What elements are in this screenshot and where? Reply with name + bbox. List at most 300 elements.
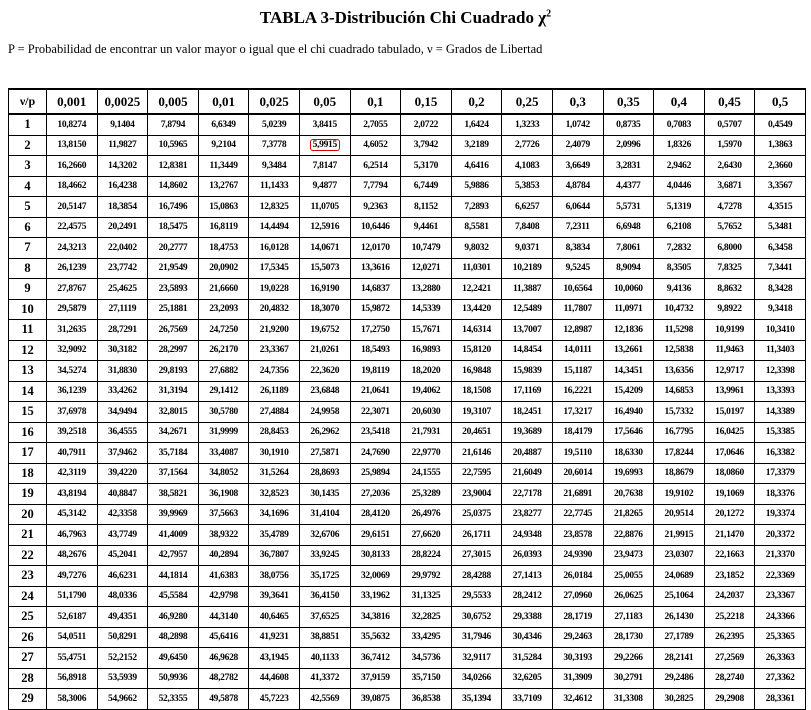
table-cell: 11,3403 [755, 340, 806, 361]
table-cell: 27,1183 [603, 607, 654, 628]
table-cell: 3,3567 [755, 176, 806, 197]
table-cell: 5,5731 [603, 197, 654, 218]
table-cell: 32,6706 [299, 525, 350, 546]
row-degrees-of-freedom: 2 [9, 135, 47, 156]
table-cell: 11,0971 [603, 299, 654, 320]
table-cell: 5,3170 [401, 156, 452, 177]
table-row [9, 258, 806, 279]
table-cell: 38,0756 [249, 566, 300, 587]
table-cell: 12,2421 [451, 279, 502, 300]
table-row [9, 422, 806, 443]
table-cell: 23,8578 [552, 525, 603, 546]
table-cell: 4,4377 [603, 176, 654, 197]
table-cell: 35,7184 [148, 443, 199, 464]
table-cell: 17,1169 [502, 381, 553, 402]
table-cell: 26,4976 [401, 504, 452, 525]
row-degrees-of-freedom: 3 [9, 156, 47, 177]
table-cell: 36,1908 [198, 484, 249, 505]
table-cell: 16,7795 [654, 422, 705, 443]
column-header: 0,25 [502, 89, 553, 114]
table-row [9, 545, 806, 566]
table-cell: 52,2152 [97, 648, 148, 669]
table-cell: 48,2676 [47, 545, 98, 566]
table-cell: 10,9199 [704, 320, 755, 341]
table-cell: 23,8277 [502, 504, 553, 525]
table-row [9, 320, 806, 341]
table-cell: 1,3233 [502, 114, 553, 135]
table-cell: 8,3505 [654, 258, 705, 279]
column-header: 0,5 [755, 89, 806, 114]
table-cell: 5,9886 [451, 176, 502, 197]
table-cell: 11,3887 [502, 279, 553, 300]
table-cell: 28,1719 [552, 607, 603, 628]
table-cell: 43,7749 [97, 525, 148, 546]
table-cell: 25,9894 [350, 463, 401, 484]
table-cell: 49,4351 [97, 607, 148, 628]
table-cell: 21,6049 [502, 463, 553, 484]
table-cell: 27,2036 [350, 484, 401, 505]
table-row [9, 566, 806, 587]
table-cell: 10,2189 [502, 258, 553, 279]
table-row [9, 197, 806, 218]
table-cell: 17,8244 [654, 443, 705, 464]
table-cell: 33,4262 [97, 381, 148, 402]
table-cell: 13,6356 [654, 361, 705, 382]
table-cell: 27,3362 [755, 668, 806, 689]
table-cell: 29,3388 [502, 607, 553, 628]
corner-label: ν/p [9, 89, 47, 114]
table-cell: 16,2221 [552, 381, 603, 402]
table-cell: 19,4062 [401, 381, 452, 402]
table-cell: 25,0375 [451, 504, 502, 525]
table-cell: 25,4625 [97, 279, 148, 300]
table-cell: 6,2108 [654, 217, 705, 238]
table-cell: 4,6052 [350, 135, 401, 156]
table-cell: 5,3481 [755, 217, 806, 238]
table-row [9, 361, 806, 382]
table-cell: 13,9961 [704, 381, 755, 402]
table-row [9, 402, 806, 423]
table-cell: 0,5707 [704, 114, 755, 135]
table-cell: 42,5569 [299, 689, 350, 710]
table-cell: 12,0170 [350, 238, 401, 259]
table-cell: 10,3410 [755, 320, 806, 341]
table-cell: 19,0228 [249, 279, 300, 300]
table-cell: 0,8735 [603, 114, 654, 135]
table-cell: 7,3778 [249, 135, 300, 156]
table-cell: 14,0671 [299, 238, 350, 259]
row-degrees-of-freedom: 1 [9, 114, 47, 135]
table-cell: 36,8538 [401, 689, 452, 710]
table-cell: 9,3418 [755, 299, 806, 320]
table-cell: 45,2041 [97, 545, 148, 566]
table-cell: 56,8918 [47, 668, 98, 689]
table-cell: 52,3355 [148, 689, 199, 710]
table-cell: 12,8325 [249, 197, 300, 218]
table-cell: 17,5646 [603, 422, 654, 443]
table-cell: 27,1413 [502, 566, 553, 587]
table-row [9, 484, 806, 505]
table-cell: 31,9999 [198, 422, 249, 443]
table-cell: 42,9798 [198, 586, 249, 607]
table-cell: 54,0511 [47, 627, 98, 648]
table-cell: 8,8632 [704, 279, 755, 300]
table-cell: 14,6314 [451, 320, 502, 341]
table-cell: 30,5780 [198, 402, 249, 423]
table-cell: 25,3289 [401, 484, 452, 505]
table-cell: 36,4150 [299, 586, 350, 607]
table-cell: 15,9872 [350, 299, 401, 320]
table-cell: 9,3484 [249, 156, 300, 177]
table-cell: 46,6231 [97, 566, 148, 587]
table-cell: 44,1814 [148, 566, 199, 587]
table-cell: 34,0266 [451, 668, 502, 689]
table-cell: 23,7742 [97, 258, 148, 279]
table-cell: 27,0960 [552, 586, 603, 607]
table-cell: 29,5879 [47, 299, 98, 320]
table-cell: 35,1725 [299, 566, 350, 587]
table-cell: 26,7569 [148, 320, 199, 341]
table-cell: 14,6837 [350, 279, 401, 300]
table-cell: 20,7638 [603, 484, 654, 505]
table-cell: 27,6882 [198, 361, 249, 382]
table-cell: 28,4120 [350, 504, 401, 525]
table-cell: 7,8408 [502, 217, 553, 238]
table-cell: 54,9662 [97, 689, 148, 710]
table-cell: 40,8847 [97, 484, 148, 505]
table-cell: 30,8133 [350, 545, 401, 566]
table-cell: 41,9231 [249, 627, 300, 648]
table-cell: 18,1508 [451, 381, 502, 402]
table-cell: 28,3361 [755, 689, 806, 710]
row-degrees-of-freedom: 25 [9, 607, 47, 628]
table-cell: 9,8922 [704, 299, 755, 320]
table-cell: 20,0902 [198, 258, 249, 279]
table-row [9, 135, 806, 156]
row-degrees-of-freedom: 28 [9, 668, 47, 689]
table-cell: 37,6525 [299, 607, 350, 628]
table-cell: 5,7652 [704, 217, 755, 238]
table-row [9, 648, 806, 669]
table-cell: 4,1083 [502, 156, 553, 177]
table-cell: 14,8454 [502, 340, 553, 361]
table-cell: 40,7911 [47, 443, 98, 464]
row-degrees-of-freedom: 29 [9, 689, 47, 710]
table-cell: 2,7055 [350, 114, 401, 135]
table-cell: 6,0644 [552, 197, 603, 218]
table-cell: 46,7963 [47, 525, 98, 546]
table-cell: 11,5298 [654, 320, 705, 341]
table-cell: 24,1555 [401, 463, 452, 484]
table-cell: 22,3071 [350, 402, 401, 423]
table-cell: 40,2894 [198, 545, 249, 566]
table-cell: 10,6564 [552, 279, 603, 300]
column-header: 0,01 [198, 89, 249, 114]
table-cell: 12,3398 [755, 361, 806, 382]
table-cell: 2,9462 [654, 156, 705, 177]
column-header: 0,001 [47, 89, 98, 114]
table-cell: 24,2037 [704, 586, 755, 607]
table-cell: 14,8602 [148, 176, 199, 197]
table-cell: 9,8032 [451, 238, 502, 259]
table-cell: 36,4555 [97, 422, 148, 443]
table-cell: 43,8194 [47, 484, 98, 505]
table-cell: 2,7726 [502, 135, 553, 156]
row-degrees-of-freedom: 27 [9, 648, 47, 669]
table-cell: 39,3641 [249, 586, 300, 607]
table-cell: 14,6853 [654, 381, 705, 402]
table-cell: 25,1881 [148, 299, 199, 320]
table-cell: 29,1412 [198, 381, 249, 402]
table-cell: 9,2363 [350, 197, 401, 218]
table-cell: 18,4753 [198, 238, 249, 259]
table-cell: 28,2997 [148, 340, 199, 361]
page-title [0, 8, 811, 28]
row-degrees-of-freedom: 14 [9, 381, 47, 402]
row-degrees-of-freedom: 20 [9, 504, 47, 525]
table-cell: 29,9792 [401, 566, 452, 587]
table-cell: 31,2635 [47, 320, 98, 341]
table-cell: 16,9190 [299, 279, 350, 300]
table-cell: 15,7332 [654, 402, 705, 423]
table-cell: 29,2908 [704, 689, 755, 710]
table-cell: 2,0722 [401, 114, 452, 135]
table-row [9, 156, 806, 177]
table-cell: 20,2491 [97, 217, 148, 238]
row-degrees-of-freedom: 5 [9, 197, 47, 218]
table-cell: 43,1945 [249, 648, 300, 669]
table-cell: 50,9936 [148, 668, 199, 689]
table-cell: 26,0625 [603, 586, 654, 607]
table-cell: 31,5284 [502, 648, 553, 669]
row-degrees-of-freedom: 12 [9, 340, 47, 361]
table-cell: 18,6330 [603, 443, 654, 464]
table-cell: 24,9348 [502, 525, 553, 546]
column-header: 0,05 [299, 89, 350, 114]
column-header: 0,005 [148, 89, 199, 114]
table-cell: 30,2825 [654, 689, 705, 710]
table-cell: 10,8274 [47, 114, 98, 135]
table-cell: 40,6465 [249, 607, 300, 628]
table-cell: 14,3202 [97, 156, 148, 177]
table-cell: 23,3367 [755, 586, 806, 607]
table-cell: 22,8876 [603, 525, 654, 546]
row-degrees-of-freedom: 18 [9, 463, 47, 484]
table-cell: 26,2170 [198, 340, 249, 361]
table-cell: 30,4346 [502, 627, 553, 648]
table-cell: 35,1394 [451, 689, 502, 710]
table-cell: 17,3217 [552, 402, 603, 423]
table-cell: 8,3428 [755, 279, 806, 300]
table-cell: 16,4940 [603, 402, 654, 423]
table-cell: 8,3834 [552, 238, 603, 259]
table-cell: 48,2782 [198, 668, 249, 689]
table-cell: 16,3382 [755, 443, 806, 464]
table-cell: 35,7150 [401, 668, 452, 689]
table-cell: 6,2514 [350, 156, 401, 177]
table-cell: 16,4238 [97, 176, 148, 197]
table-cell: 37,1564 [148, 463, 199, 484]
table-cell: 22,3620 [299, 361, 350, 382]
table-cell: 32,8523 [249, 484, 300, 505]
table-cell: 25,1064 [654, 586, 705, 607]
table-cell: 40,1133 [299, 648, 350, 669]
column-header: 0,2 [451, 89, 502, 114]
table-cell: 15,3385 [755, 422, 806, 443]
table-cell: 31,8830 [97, 361, 148, 382]
table-cell: 18,8679 [654, 463, 705, 484]
row-degrees-of-freedom: 15 [9, 402, 47, 423]
table-cell: 52,6187 [47, 607, 98, 628]
table-row [9, 586, 806, 607]
table-cell: 1,0742 [552, 114, 603, 135]
table-cell: 11,3449 [198, 156, 249, 177]
table-cell: 45,7223 [249, 689, 300, 710]
table-cell: 49,6450 [148, 648, 199, 669]
table-cell: 48,2898 [148, 627, 199, 648]
table-body [9, 114, 806, 709]
table-cell: 23,6848 [299, 381, 350, 402]
table-cell: 30,1435 [299, 484, 350, 505]
table-cell: 2,3660 [755, 156, 806, 177]
table-cell: 12,8381 [148, 156, 199, 177]
table-cell: 16,2660 [47, 156, 98, 177]
table-cell: 28,1730 [603, 627, 654, 648]
table-cell: 48,0336 [97, 586, 148, 607]
table-cell: 26,0184 [552, 566, 603, 587]
column-header: 0,35 [603, 89, 654, 114]
table-cell: 46,9628 [198, 648, 249, 669]
table-cell: 15,0197 [704, 402, 755, 423]
table-cell: 37,6978 [47, 402, 98, 423]
table-cell: 38,8851 [299, 627, 350, 648]
table-row [9, 525, 806, 546]
table-cell: 21,9915 [654, 525, 705, 546]
table-row [9, 668, 806, 689]
table-cell: 19,6993 [603, 463, 654, 484]
table-cell: 20,9514 [654, 504, 705, 525]
table-cell: 20,1272 [704, 504, 755, 525]
table-cell: 28,8224 [401, 545, 452, 566]
table-cell: 28,4288 [451, 566, 502, 587]
row-degrees-of-freedom: 10 [9, 299, 47, 320]
table-cell: 23,9004 [451, 484, 502, 505]
table-cell: 35,4789 [249, 525, 300, 546]
table-cell: 6,6948 [603, 217, 654, 238]
table-cell: 15,5073 [299, 258, 350, 279]
table-cell: 33,4295 [401, 627, 452, 648]
table-cell: 34,9494 [97, 402, 148, 423]
table-cell: 32,2825 [401, 607, 452, 628]
table-cell: 12,0271 [401, 258, 452, 279]
table-cell: 34,2671 [148, 422, 199, 443]
table-cell: 38,5821 [148, 484, 199, 505]
table-cell: 32,8015 [148, 402, 199, 423]
table-row [9, 607, 806, 628]
table-cell: 18,3070 [299, 299, 350, 320]
table-cell: 27,2569 [704, 648, 755, 669]
table-cell: 24,7250 [198, 320, 249, 341]
table-cell: 15,4209 [603, 381, 654, 402]
table-row [9, 279, 806, 300]
table-cell: 14,3451 [603, 361, 654, 382]
table-cell: 18,3854 [97, 197, 148, 218]
table-cell: 9,4136 [654, 279, 705, 300]
table-cell: 27,4884 [249, 402, 300, 423]
table-cell: 25,3365 [755, 627, 806, 648]
table-cell: 45,6416 [198, 627, 249, 648]
table-cell: 20,2777 [148, 238, 199, 259]
table-cell: 16,9893 [401, 340, 452, 361]
table-cell: 7,8147 [299, 156, 350, 177]
table-cell: 11,9463 [704, 340, 755, 361]
table-cell: 10,4732 [654, 299, 705, 320]
row-degrees-of-freedom: 13 [9, 361, 47, 382]
column-header: 0,45 [704, 89, 755, 114]
table-cell: 27,1789 [654, 627, 705, 648]
table-cell: 7,8061 [603, 238, 654, 259]
column-header: 0,1 [350, 89, 401, 114]
table-cell: 9,4877 [299, 176, 350, 197]
table-cell: 6,7449 [401, 176, 452, 197]
table-cell: 37,9462 [97, 443, 148, 464]
table-cell: 13,3616 [350, 258, 401, 279]
table-cell: 3,2831 [603, 156, 654, 177]
table-cell: 21,1470 [704, 525, 755, 546]
table-cell: 7,3441 [755, 258, 806, 279]
table-cell: 50,8291 [97, 627, 148, 648]
table-cell: 13,8150 [47, 135, 98, 156]
table-cell: 19,3374 [755, 504, 806, 525]
table-cell: 21,3370 [755, 545, 806, 566]
table-cell: 4,0446 [654, 176, 705, 197]
table-cell: 31,3909 [552, 668, 603, 689]
table-cell: 1,8326 [654, 135, 705, 156]
table-cell: 26,1430 [654, 607, 705, 628]
table-cell: 12,5489 [502, 299, 553, 320]
table-cell: 32,9092 [47, 340, 98, 361]
table-cell: 53,5939 [97, 668, 148, 689]
table-cell: 21,0641 [350, 381, 401, 402]
table-cell: 12,9717 [704, 361, 755, 382]
table-cell: 51,1790 [47, 586, 98, 607]
table-cell: 46,9280 [148, 607, 199, 628]
column-header: 0,3 [552, 89, 603, 114]
table-cell: 29,8193 [148, 361, 199, 382]
table-row [9, 463, 806, 484]
table-cell: 24,3213 [47, 238, 98, 259]
table-cell: 32,4612 [552, 689, 603, 710]
header-row [9, 89, 806, 114]
table-cell: 24,7356 [249, 361, 300, 382]
table-cell: 21,6660 [198, 279, 249, 300]
table-cell: 37,9159 [350, 668, 401, 689]
table-cell: 28,8453 [249, 422, 300, 443]
table-cell: 34,5736 [401, 648, 452, 669]
table-cell: 39,9969 [148, 504, 199, 525]
table-cell: 10,7479 [401, 238, 452, 259]
table-row [9, 217, 806, 238]
table-cell: 19,3107 [451, 402, 502, 423]
chi-square-table [8, 88, 806, 710]
table-cell: 24,9390 [552, 545, 603, 566]
table-cell: 26,1189 [249, 381, 300, 402]
row-degrees-of-freedom: 11 [9, 320, 47, 341]
table-cell: 31,5264 [249, 463, 300, 484]
table-cell: 10,6446 [350, 217, 401, 238]
table-cell: 45,3142 [47, 504, 98, 525]
table-cell: 8,1152 [401, 197, 452, 218]
